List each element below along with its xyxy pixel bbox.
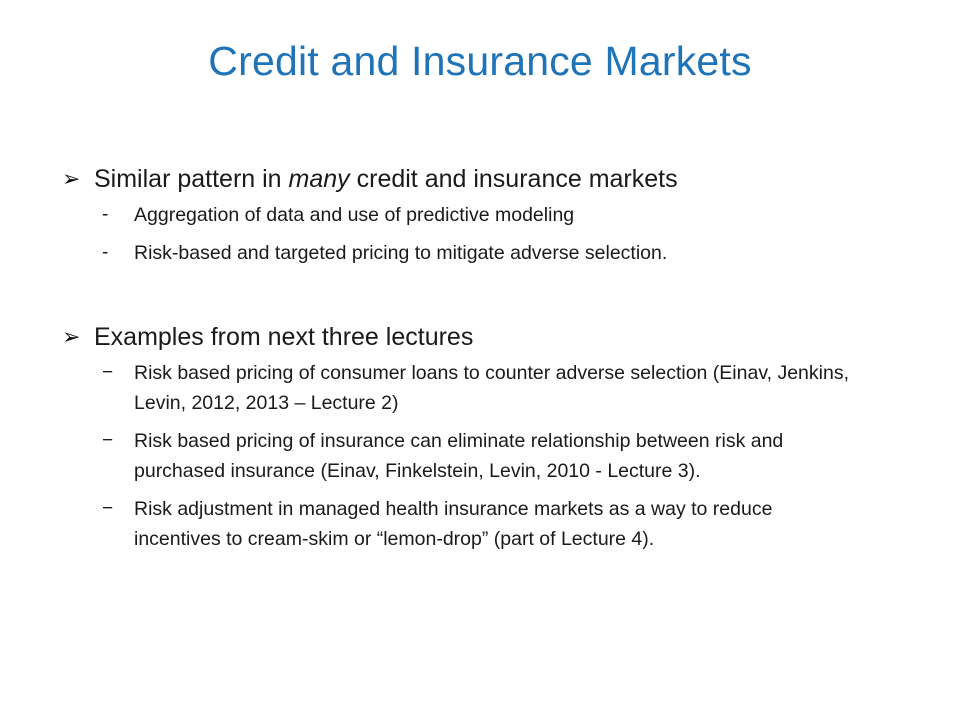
sub-bullet [102, 238, 902, 268]
bullet-list [62, 160, 902, 604]
dash-icon: − [102, 498, 114, 519]
bullet-prefix: Similar pattern in [94, 165, 289, 193]
sub-bullet [102, 358, 902, 418]
sub-bullet-text: Risk-based and targeted pricing to mitigate adverse selection. [134, 242, 668, 264]
arrow-bullet-icon: ➢ [62, 324, 81, 349]
sub-bullet-text: Risk based pricing of consumer loans to counter adverse selection (Einav, Jenkins, Levin, 2012, 2013 – Lecture 2) [134, 362, 849, 414]
sub-bullet-list [102, 358, 902, 554]
sub-bullet-text: Risk adjustment in managed health insurance markets as a way to reduce incentives to cream-skim or “lemon-drop” (part of Lecture 4). [134, 498, 773, 550]
bullet-section-1 [62, 160, 902, 268]
arrow-bullet-icon: ➢ [62, 166, 81, 191]
dash-icon: - [102, 204, 109, 225]
sub-bullet-text: Risk based pricing of insurance can eliminate relationship between risk and purchased insurance (Einav, Finkelstein, Levin, 2010 - Lecture 3). [134, 430, 784, 482]
sub-bullet-list [102, 200, 902, 268]
dash-icon: − [102, 430, 114, 451]
slide-title: Credit and Insurance Markets [208, 38, 752, 84]
dash-icon: - [102, 242, 109, 263]
bullet-text: Examples from next three lectures [94, 323, 474, 351]
bullet-text [94, 160, 678, 198]
dash-icon: − [102, 362, 114, 383]
bullet-suffix: credit and insurance markets [349, 165, 678, 193]
bullet-item [62, 318, 902, 356]
sub-bullet [102, 200, 902, 230]
bullet-section-2 [62, 318, 902, 554]
bullet-item [62, 160, 902, 198]
sub-bullet [102, 426, 902, 486]
bullet-emphasis: many [288, 165, 350, 193]
sub-bullet-text: Aggregation of data and use of predictive modeling [134, 204, 575, 226]
sub-bullet [102, 494, 902, 554]
